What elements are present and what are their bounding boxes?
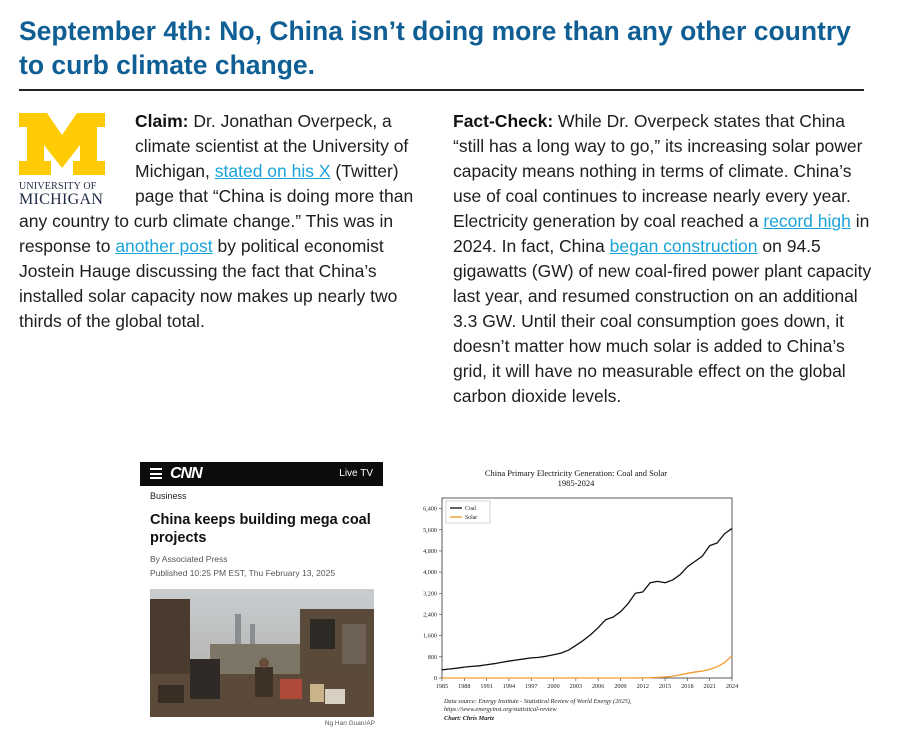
block-m-icon [19, 113, 105, 175]
x-tick-label: 1991 [480, 683, 493, 690]
title-divider [19, 89, 864, 91]
cnn-article-title: China keeps building mega coal projects [150, 512, 371, 546]
cnn-top-bar [140, 462, 383, 486]
photo-credit: Ng Han Guan/AP [324, 720, 375, 727]
record-high-link[interactable]: record high [763, 211, 851, 231]
legend-label-solar: Solar [465, 515, 478, 521]
factcheck-text-2: in 2024. In fact, China [453, 211, 870, 256]
plot-frame [442, 498, 732, 678]
x-tick-label: 1994 [502, 683, 516, 690]
claim-section [19, 109, 419, 334]
hamburger-menu-icon[interactable] [150, 468, 162, 479]
chart-title-line: China Primary Electricity Generation: Coal and Solar [484, 468, 668, 478]
y-tick-label: 1,600 [423, 632, 437, 640]
chart-subtitle: 1985-2024 [557, 478, 595, 488]
x-tick-label: 1985 [435, 683, 449, 690]
x-tick-label: 2021 [703, 683, 716, 690]
page-title-line2: to curb climate change. [19, 50, 315, 80]
factcheck-section [453, 109, 873, 409]
y-tick-label: 6,400 [423, 505, 437, 513]
factcheck-text-1: While Dr. Overpeck states that China “still has a long way to go,” its increasing solar power capacity means nothing in terms of climate. China’s use of coal continues to increase nearly every year. Electricity generation by coal reached a [453, 111, 863, 231]
coal-market-photo [150, 589, 374, 717]
claim-text-3: by political economist Jostein Hauge discussing the fact that China’s installed solar capacity now makes up nearly two thirds of the global total. [19, 236, 398, 331]
cnn-article-screenshot [140, 462, 383, 737]
live-tv-link[interactable]: Live TV [339, 468, 373, 479]
factcheck-text-3: on 94.5 gigawatts (GW) of new coal-fired power plant capacity last year, and resumed construction on an additional 3.3 GW. Until their coal consumption goes down, it doesn’t matter how much solar is added to China’s grid, it will have no measurable effect on the global carbon dioxide levels. [453, 236, 872, 406]
x-tick-label: 2015 [658, 683, 672, 690]
x-tick-label: 1997 [525, 683, 538, 690]
claim-text-2: (Twitter) page that “China is doing more than any country to curb climate change.” This was in response to [19, 161, 414, 256]
page-title [19, 14, 879, 82]
series-line-coal [442, 528, 732, 669]
chart-source-2: https://www.energyinst.org/statistical-review [444, 706, 557, 713]
y-tick-label: 800 [427, 653, 437, 661]
x-tick-label: 2009 [614, 683, 627, 690]
series-line-solar [442, 656, 732, 678]
x-tick-label: 2012 [636, 683, 649, 690]
y-tick-label: 3,200 [423, 590, 437, 598]
x-tick-label: 2000 [547, 683, 560, 690]
y-tick-label: 5,600 [423, 526, 437, 534]
claim-label: Claim: [135, 111, 189, 131]
y-tick-label: 4,800 [423, 547, 437, 555]
x-tick-label: 2003 [569, 683, 583, 690]
y-tick-label: 0 [433, 675, 437, 682]
y-tick-label: 4,000 [423, 569, 437, 577]
factcheck-label: Fact-Check: [453, 111, 554, 131]
coal-solar-chart [406, 462, 746, 737]
cnn-logo[interactable]: CNN [170, 465, 202, 482]
chart-plot [406, 484, 746, 724]
another-post-link[interactable]: another post [115, 236, 213, 256]
chart-source-1: Data source: Energy Institute - Statistical Review of World Energy (2025), [444, 698, 632, 705]
claim-text-1: Dr. Jonathan Overpeck, a climate scientist at the University of Michigan, [135, 111, 409, 181]
y-tick-label: 2,400 [423, 611, 437, 619]
legend-label-coal: Coal [465, 506, 476, 512]
x-tick-label: 2024 [725, 683, 739, 690]
x-tick-label: 1988 [458, 683, 471, 690]
cnn-byline: By Associated Press [150, 554, 228, 564]
logo-michigan: MICHIGAN [19, 191, 104, 208]
x-tick-label: 2018 [681, 683, 694, 690]
chart-author: Chart: Chris Martz [444, 715, 495, 722]
university-of-michigan-logo [19, 113, 127, 209]
cnn-published-date: Published 10:25 PM EST, Thu February 13, 2025 [150, 568, 336, 578]
stated-on-x-link[interactable]: stated on his X [214, 161, 331, 181]
cnn-section-label: Business [150, 491, 187, 501]
logo-university-of: UNIVERSITY OF [19, 181, 97, 192]
began-construction-link[interactable]: began construction [609, 236, 758, 256]
x-tick-label: 2006 [591, 683, 605, 690]
page-title-line1: September 4th: No, China isn’t doing more than any other country [19, 16, 851, 46]
